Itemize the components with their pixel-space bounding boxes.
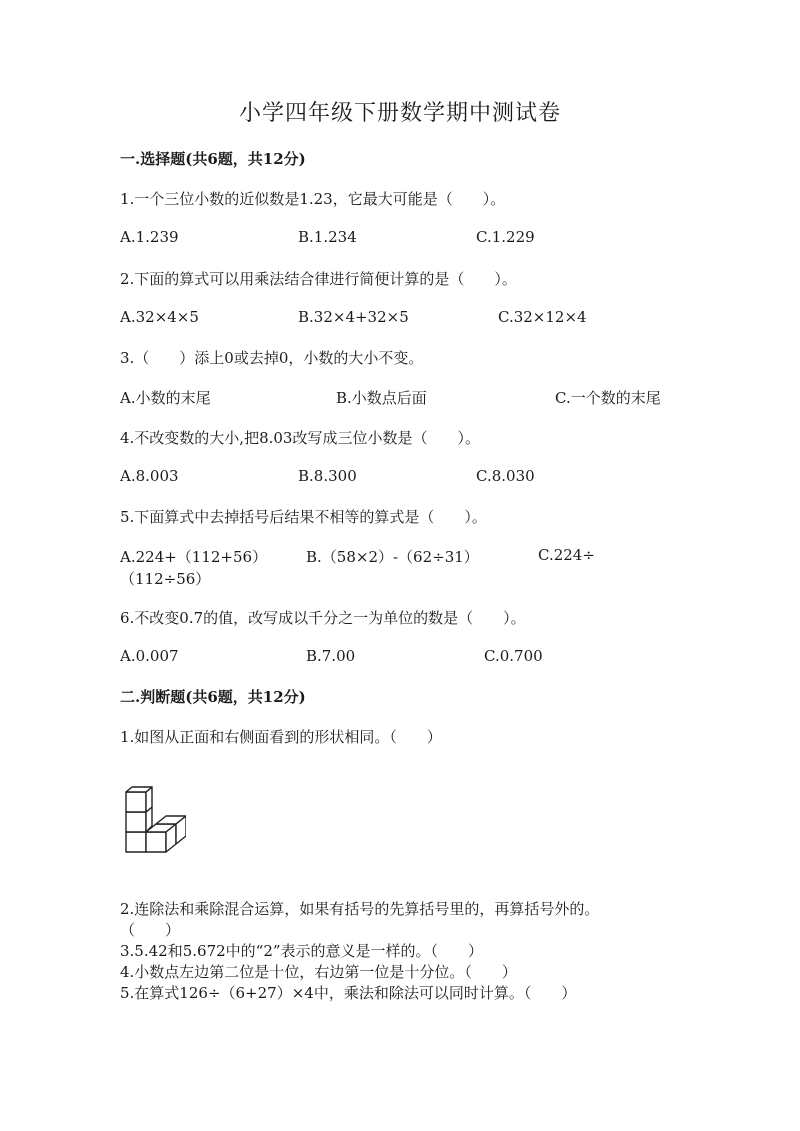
cube-stack-figure	[122, 778, 186, 854]
q1-option-a: A.1.239	[120, 228, 179, 246]
judgement-3: 3.5.42和5.672中的“2”表示的意义是一样的。（ ）	[120, 942, 484, 960]
section-heading-judgement: 二.判断题(共6题，共12分)	[120, 688, 306, 706]
judgement-2: 2.连除法和乘除混合运算，如果有括号的先算括号里的，再算括号外的。	[120, 900, 600, 918]
question-1: 1.一个三位小数的近似数是1.23，它最大可能是（ ）。	[120, 190, 506, 208]
q3-option-c: C.一个数的末尾	[555, 389, 661, 407]
judgement-4: 4.小数点左边第二位是十位，右边第一位是十分位。（ ）	[120, 963, 517, 981]
q5-option-b: B.（58×2）-（62÷31）	[306, 548, 479, 566]
section-heading-choice: 一.选择题(共6题，共12分)	[120, 150, 306, 168]
judgement-5: 5.在算式126÷（6+27）×4中，乘法和除法可以同时计算。（ ）	[120, 984, 577, 1002]
q1-option-c: C.1.229	[476, 228, 535, 246]
page-title: 小学四年级下册数学期中测试卷	[238, 101, 561, 126]
q3-option-a: A.小数的末尾	[120, 389, 211, 407]
question-2: 2.下面的算式可以用乘法结合律进行简便计算的是（ ）。	[120, 270, 517, 288]
q4-option-a: A.8.003	[120, 467, 179, 485]
q3-option-b: B.小数点后面	[336, 389, 427, 407]
q6-option-c: C.0.700	[484, 647, 543, 665]
question-3: 3.（ ）添上0或去掉0，小数的大小不变。	[120, 349, 424, 367]
q5-option-c-continued: （112÷56）	[120, 570, 211, 588]
q6-option-a: A.0.007	[120, 647, 179, 665]
q5-option-c: C.224÷	[538, 546, 595, 564]
judgement-2-continued: （ ）	[120, 921, 181, 939]
question-5: 5.下面算式中去掉括号后结果不相等的算式是（ ）。	[120, 508, 487, 526]
q4-option-c: C.8.030	[476, 467, 535, 485]
q4-option-b: B.8.300	[298, 467, 357, 485]
question-6: 6.不改变0.7的值，改写成以千分之一为单位的数是（ ）。	[120, 609, 526, 627]
question-4: 4.不改变数的大小,把8.03改写成三位小数是（ ）。	[120, 429, 480, 447]
judgement-1: 1.如图从正面和右侧面看到的形状相同。（ ）	[120, 728, 442, 746]
q2-option-a: A.32×4×5	[120, 308, 199, 326]
q5-option-a: A.224+（112+56）	[120, 548, 268, 566]
q6-option-b: B.7.00	[306, 647, 356, 665]
q2-option-b: B.32×4+32×5	[298, 308, 409, 326]
q1-option-b: B.1.234	[298, 228, 357, 246]
q2-option-c: C.32×12×4	[498, 308, 587, 326]
